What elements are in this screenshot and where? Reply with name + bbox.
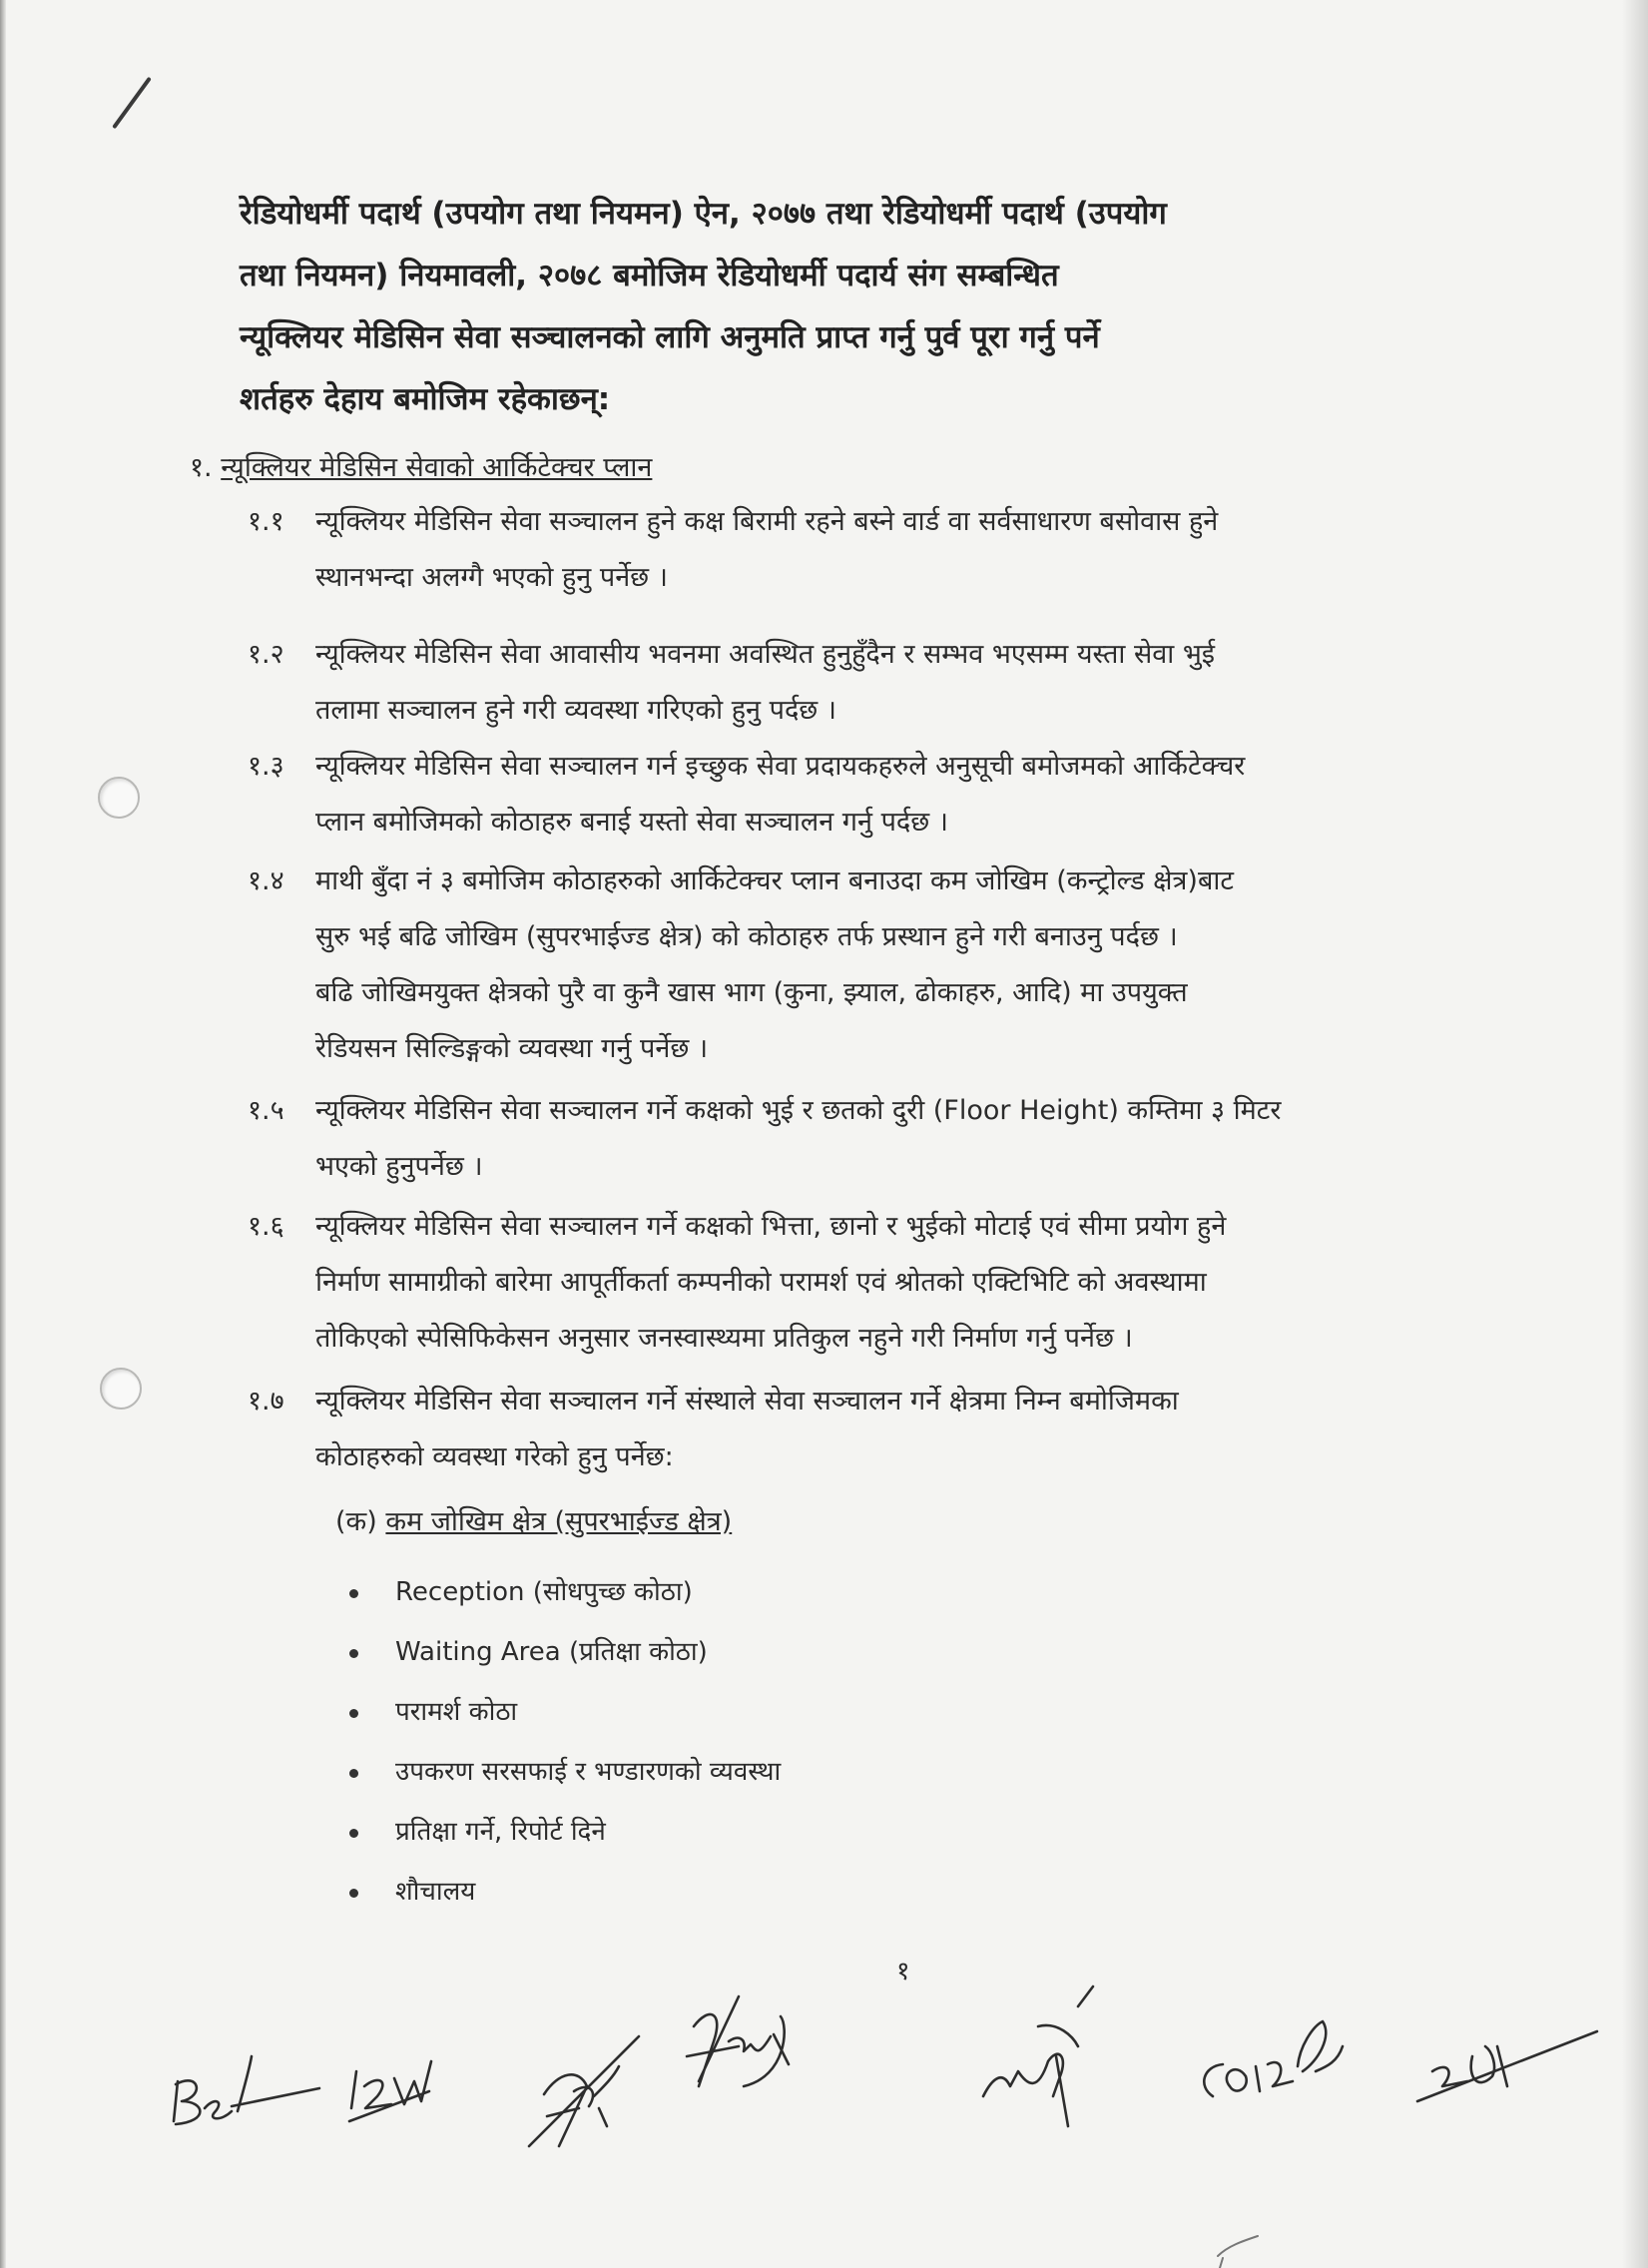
signature-extra-mark — [1218, 2236, 1258, 2268]
item-line: सुरु भई बढि जोखिम (सुपरभाईज्ड क्षेत्र) को कोठाहरु तर्फ प्रस्थान हुने गरी बनाउनु पर्दछ । — [315, 921, 1178, 952]
bullet-text: Waiting Area (प्रतिक्षा कोठा) — [395, 1637, 708, 1667]
item-line: माथी बुँदा नं ३ बमोजिम कोठाहरुको आर्किटेक्चर प्लान बनाउदा कम जोखिम (कन्ट्रोल्ड क्षेत्र)बाट — [315, 865, 1234, 896]
item-number: १.६ — [248, 1211, 284, 1242]
signature-7 — [1417, 2031, 1597, 2101]
signature-6 — [1204, 2021, 1343, 2096]
list-item — [349, 1742, 781, 1802]
item-line: बढि जोखिमयुक्त क्षेत्रको पुरै वा कुनै खास भाग (कुना, झ्याल, ढोकाहरु, आदि) मा उपयुक्त — [315, 977, 1188, 1008]
heading-line: तथा नियमन) नियमावली, २०७८ बमोजिम रेडियोधर्मी पदार्य संग सम्बन्धित — [240, 258, 1059, 293]
list-item — [349, 1562, 781, 1622]
section-title — [190, 447, 652, 484]
item-line: रेडियसन सिल्डिङ्गको व्यवस्था गर्नु पर्नेछ । — [315, 1033, 709, 1064]
item-number: १.३ — [248, 751, 284, 782]
heading-line: न्यूक्लियर मेडिसिन सेवा सञ्चालनको लागि अनुमति प्राप्त गर्नु पुर्व पूरा गर्नु पर्ने — [240, 319, 1100, 355]
item-line: कोठाहरुको व्यवस्था गरेको हुनु पर्नेछ: — [315, 1441, 674, 1472]
bullet-icon — [349, 1829, 358, 1838]
bullet-text: उपकरण सरसफाई र भण्डारणको व्यवस्था — [395, 1757, 782, 1787]
list-item — [349, 1802, 781, 1862]
sub-section-title-text: कम जोखिम क्षेत्र (सुपरभाईज्ड क्षेत्र) — [385, 1506, 733, 1537]
item-line: प्लान बमोजिमको कोठाहरु बनाई यस्तो सेवा सञ्चालन गर्नु पर्दछ । — [315, 807, 948, 838]
section-number: १. — [190, 452, 213, 483]
item-line: न्यूक्लियर मेडिसिन सेवा सञ्चालन गर्ने संस्थाले सेवा सञ्चालन गर्ने क्षेत्रमा निम्न बमोजिमका — [315, 1386, 1179, 1417]
item-line: निर्माण सामाग्रीको बारेमा आपूर्तीकर्ता कम्पनीको परामर्श एवं श्रोतको एक्टिभिटि को अवस्थामा — [315, 1267, 1207, 1298]
section-title-text: न्यूक्लियर मेडिसिन सेवाको आर्किटेक्चर प्लान — [221, 452, 653, 483]
punch-hole-top — [98, 777, 140, 819]
item-line: न्यूक्लियर मेडिसिन सेवा सञ्चालन गर्ने कक्षको भुई र छतको दुरी (Floor Height) कम्तिमा ३ मिटर — [315, 1095, 1282, 1126]
bullet-icon — [349, 1769, 358, 1778]
item-line: न्यूक्लियर मेडिसिन सेवा सञ्चालन हुने कक्ष बिरामी रहने बस्ने वार्ड वा सर्वसाधारण बसोवास हुने — [315, 506, 1219, 537]
signature-5 — [983, 1986, 1093, 2126]
sub-section-title — [335, 1501, 732, 1538]
pen-stroke-mark — [112, 77, 152, 130]
item-number: १.५ — [248, 1095, 284, 1126]
item-line: न्यूक्लियर मेडिसिन सेवा आवासीय भवनमा अवस्थित हुनुहुँदैन र सम्भव भएसम्म यस्ता सेवा भुई — [315, 639, 1216, 670]
item-number: १.७ — [248, 1386, 284, 1417]
item-line: भएको हुनुपर्नेछ । — [315, 1151, 483, 1182]
item-line: न्यूक्लियर मेडिसिन सेवा सञ्चालन गर्न इच्छुक सेवा प्रदायकहरुले अनुसूची बमोजमको आर्किटेक्चर — [315, 751, 1246, 782]
bullet-icon — [349, 1709, 358, 1718]
item-line: तोकिएको स्पेसिफिकेसन अनुसार जनस्वास्थ्यमा प्रतिकुल नहुने गरी निर्माण गर्नु पर्नेछ । — [315, 1323, 1133, 1354]
bullet-icon — [349, 1649, 358, 1658]
list-item — [349, 1622, 781, 1682]
heading-line: रेडियोधर्मी पदार्थ (उपयोग तथा नियमन) ऐन, २०७७ तथा रेडियोधर्मी पदार्थ (उपयोग — [240, 196, 1167, 232]
bullet-icon — [349, 1589, 358, 1598]
item-line: स्थानभन्दा अलग्गै भएको हुनु पर्नेछ । — [315, 562, 668, 593]
signature-2 — [349, 2061, 431, 2121]
signature-row — [0, 1897, 1648, 2268]
item-number: १.४ — [248, 865, 284, 896]
list-item — [349, 1682, 781, 1742]
room-list — [349, 1562, 781, 1922]
heading-line: शर्तहरु देहाय बमोजिम रहेकाछन्: — [240, 381, 611, 417]
bullet-text: परामर्श कोठा — [395, 1697, 518, 1727]
bullet-text: शौचालय — [395, 1877, 476, 1907]
page-number: १ — [896, 1957, 910, 1986]
bullet-text: Reception (सोधपुच्छ कोठा) — [395, 1577, 693, 1607]
sub-section-label: (क) — [335, 1506, 377, 1537]
document-heading — [240, 183, 1557, 430]
item-line: तलामा सञ्चालन हुने गरी व्यवस्था गरिएको हुनु पर्दछ । — [315, 695, 837, 726]
item-number: १.१ — [248, 506, 284, 537]
punch-hole-bottom — [100, 1368, 142, 1410]
signature-1 — [174, 2056, 319, 2124]
item-line: न्यूक्लियर मेडिसिन सेवा सञ्चालन गर्ने कक्षको भित्ता, छानो र भुईको मोटाई एवं सीमा प्रयोग हुने — [315, 1211, 1227, 1242]
bullet-text: प्रतिक्षा गर्ने, रिपोर्ट दिने — [395, 1817, 606, 1847]
item-number: १.२ — [248, 639, 284, 670]
signature-3 — [529, 2036, 639, 2146]
signature-4 — [687, 1996, 789, 2086]
